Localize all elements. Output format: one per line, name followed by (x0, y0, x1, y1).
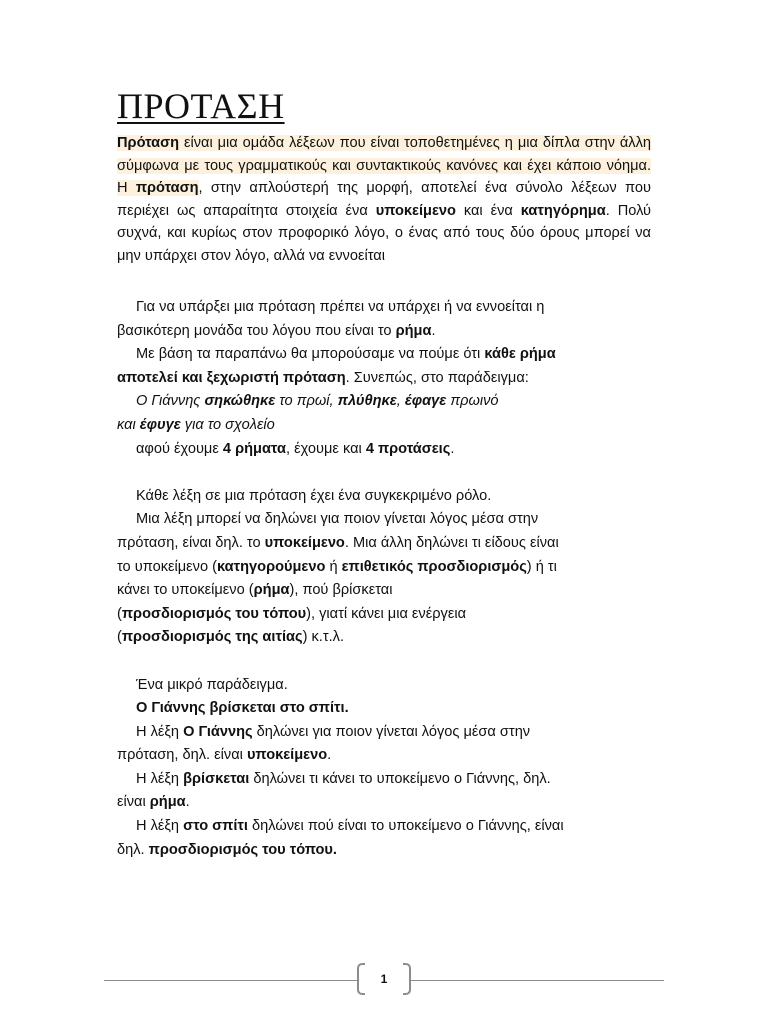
text-span: ), πού βρίσκεται (289, 582, 393, 599)
text-span: . (431, 322, 436, 339)
text-line (117, 438, 677, 462)
text-span: δηλώνει πού είναι το υποκείμενο ο Γιάννης, είναι (247, 818, 564, 835)
intro-text: είναι μια ομάδα λέξεων που είναι τοποθετημένες η μια δίπλα στην άλλη σύμφωνα με τους γραμματικούς και συντακτικούς κανόνες και έχει κάποιο νόημα. (117, 135, 651, 174)
text-line (117, 556, 677, 580)
text-line (117, 674, 677, 698)
footer-rule-right (410, 980, 664, 981)
example-verb: έφαγε (404, 393, 447, 410)
intro-text: Η (117, 180, 136, 196)
text-span: Μια λέξη μπορεί να δηλώνει για ποιον γίνεται λόγος μέσα στην (136, 511, 539, 528)
term-topou: προσδιορισμός του τόπου (121, 605, 307, 622)
text-line (117, 697, 677, 721)
text-span: Η λέξη (136, 818, 184, 835)
text-span: κάνει το υποκείμενο ( (117, 582, 254, 599)
text-line (117, 579, 677, 603)
text-line (117, 721, 677, 745)
page-number: 1 (380, 972, 388, 986)
text-span: δηλώνει τι κάνει το υποκείμενο ο Γιάννης, δηλ. (249, 770, 551, 787)
text-line (117, 744, 677, 768)
text-span: ) κ.τ.λ. (302, 629, 345, 646)
intro-text: και ένα (455, 202, 521, 219)
text-line (117, 296, 677, 320)
term-protasi: πρόταση (135, 180, 199, 196)
term-xexoristi-protasi: αποτελεί και ξεχωριστή πρόταση (117, 369, 346, 386)
text-span: , έχουμε και (286, 440, 366, 457)
left-bracket-icon (357, 963, 365, 995)
text-span: , (396, 393, 405, 410)
term-aitias: προσδιορισμός της αιτίας (121, 629, 303, 646)
text-span: Η λέξη (136, 770, 184, 787)
term-rima: ρήμα (253, 582, 290, 599)
term-vrisketai: βρίσκεται (183, 770, 250, 787)
text-span: . (185, 794, 190, 811)
right-bracket-icon (403, 963, 411, 995)
text-line (117, 320, 677, 344)
term-ypokeimeno: υποκείμενο (246, 747, 328, 764)
text-span: ή (325, 558, 342, 575)
intro-paragraph (117, 132, 651, 267)
intro-text: , στην απλούστερή της μορφή, αποτελεί ένα σύνολο λέξεων που περιέχει ως απαραίτητα στοιχεία ένα (117, 180, 651, 219)
example-verb: σηκώθηκε (204, 393, 276, 410)
term-kathe-rima: κάθε ρήμα (484, 346, 556, 363)
term-epithetikos: επιθετικός προσδιορισμός (341, 558, 527, 575)
text-span: το υποκείμενο ( (117, 558, 217, 575)
text-span: βασικότερη μονάδα του λόγου που είναι το (117, 322, 396, 339)
text-span: . (450, 440, 455, 457)
text-line (117, 508, 677, 532)
intro-text: . Πολύ συχνά, και κυρίως στον προφορικό λόγο, ο ένας από τους δύο όρους μπορεί να μην υπάρχει στον λόγο, αλλά να εννοείται (117, 202, 651, 264)
text-span: Με βάση τα παραπάνω θα μπορούσαμε να πούμε ότι (136, 346, 485, 363)
term-giannis: Ο Γιάννης (183, 723, 253, 740)
term-ypokeimeno: υποκείμενο (375, 202, 456, 219)
example-verb: έφυγε (139, 416, 181, 433)
term-sto-spiti: στο σπίτι (183, 818, 248, 835)
text-line (117, 815, 677, 839)
text-line (117, 791, 677, 815)
term-katigoroumeno: κατηγορούμενο (216, 558, 326, 575)
text-span: ( (117, 629, 122, 646)
text-span: Η λέξη (136, 723, 184, 740)
term-ypokeimeno: υποκείμενο (264, 534, 345, 551)
text-span: δηλώνει για ποιον γίνεται λόγος μέσα στην (252, 723, 531, 740)
text-span: πρωινό (446, 393, 499, 410)
text-span: ), γιατί κάνει μια ενέργεια (306, 605, 467, 622)
text-span: ( (117, 605, 122, 622)
text-span: Για να υπάρξει μια πρόταση πρέπει να υπάρχει ή να εννοείται η (136, 299, 545, 315)
text-span: ) ή τι (526, 558, 557, 575)
text-span: Ένα μικρό παράδειγμα. (136, 676, 288, 693)
term-protasi: Πρόταση (117, 135, 180, 151)
term-katigorima: κατηγόρημα (520, 202, 606, 219)
term-topou: προσδιορισμός του τόπου. (148, 841, 337, 858)
example-line (117, 414, 677, 438)
text-span: δηλ. (117, 841, 149, 858)
text-span: πρόταση, είναι δηλ. το (117, 534, 265, 551)
text-span: αφού έχουμε (136, 440, 223, 457)
body-text (117, 296, 677, 862)
term-count-verbs: 4 ρήματα (222, 440, 286, 457)
text-line (117, 626, 677, 650)
blank-line (117, 461, 677, 485)
text-span: πρόταση, δηλ. είναι (117, 747, 247, 764)
page-title: ΠΡΟΤΑΣΗ (117, 86, 285, 126)
term-rima: ρήμα (395, 322, 432, 339)
text-span: για το σχολείο (180, 416, 275, 433)
text-line (117, 343, 677, 367)
text-line (117, 485, 677, 509)
blank-line (117, 650, 677, 674)
text-span: . (327, 747, 332, 764)
text-line (117, 603, 677, 627)
text-line (117, 768, 677, 792)
text-line (117, 839, 677, 863)
text-span: είναι (117, 794, 150, 811)
text-span: Ο Γιάννης (136, 393, 205, 410)
example-line (117, 390, 677, 414)
text-span: Κάθε λέξη σε μια πρόταση έχει ένα συγκεκριμένο ρόλο. (136, 487, 492, 504)
text-line (117, 367, 677, 391)
text-span: το πρωί, (275, 393, 338, 410)
example-verb: πλύθηκε (337, 393, 397, 410)
text-span: . Μια άλλη δηλώνει τι είδους είναι (344, 534, 559, 551)
footer-rule-left (104, 980, 358, 981)
text-span: και (117, 416, 140, 433)
term-count-sentences: 4 προτάσεις (365, 440, 451, 457)
text-line (117, 532, 677, 556)
term-rima: ρήμα (149, 794, 186, 811)
example-sentence: Ο Γιάννης βρίσκεται στο σπίτι. (136, 700, 349, 717)
text-span: . Συνεπώς, στο παράδειγμα: (345, 369, 529, 386)
